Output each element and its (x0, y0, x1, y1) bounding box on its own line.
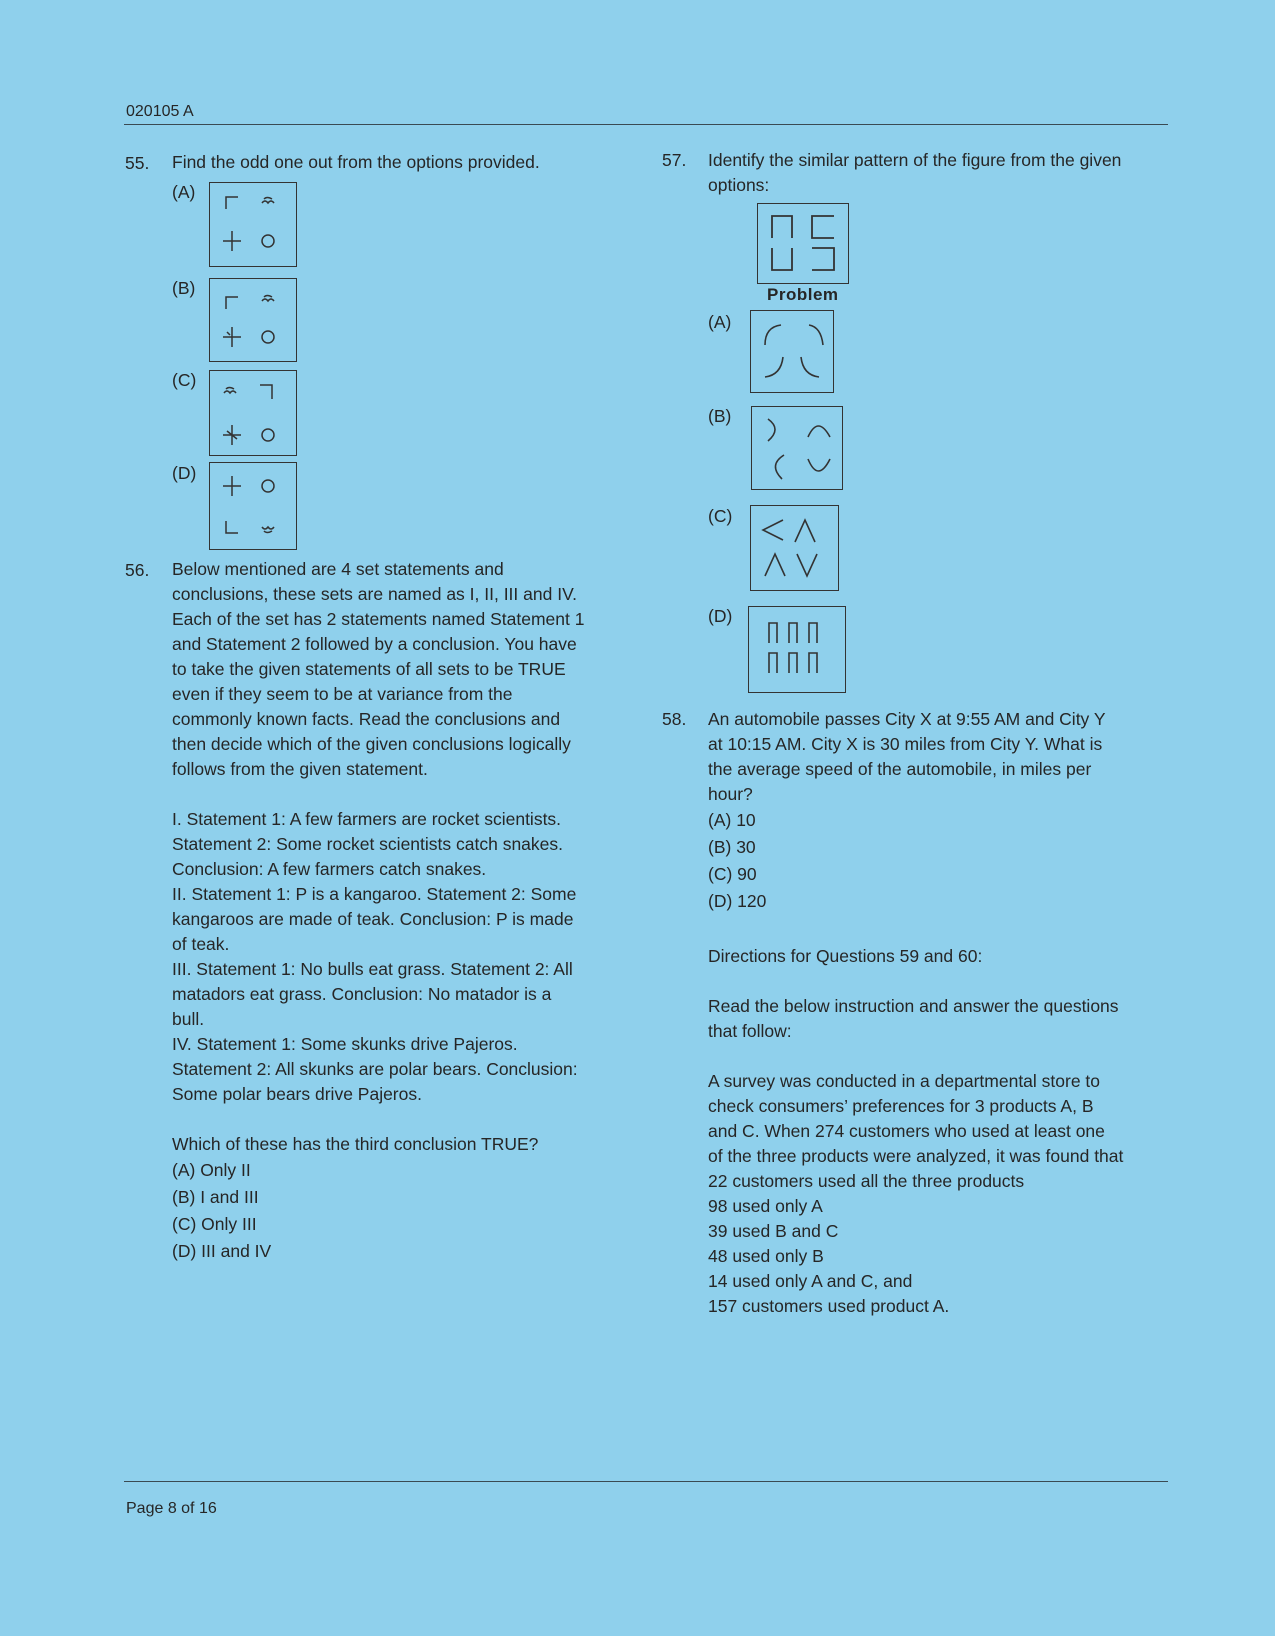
q56-intro-line: follows from the given statement. (172, 759, 428, 779)
curved-brackets-icon (751, 311, 833, 392)
directions-instruction: Read the below instruction and answer the questions (708, 996, 1119, 1016)
survey-line: and C. When 274 customers who used at least one (708, 1121, 1105, 1141)
q55-option-d-figure[interactable] (209, 462, 297, 550)
directions-block (708, 944, 1188, 1319)
q56-set-line: II. Statement 1: P is a kangaroo. Statement 2: Some (172, 884, 577, 904)
q56-set-line: Conclusion: A few farmers catch snakes. (172, 859, 487, 879)
q57-option-d-label[interactable]: (D) (708, 606, 733, 626)
cross-icon (223, 425, 241, 445)
cross-icon (223, 476, 241, 496)
survey-line: of the three products were analyzed, it was found that (708, 1146, 1124, 1166)
q56-intro-line: conclusions, these sets are named as I, II, III and IV. (172, 584, 577, 604)
arcs-icon (752, 407, 842, 489)
swirl-icon (262, 198, 274, 204)
survey-line: 157 customers used product A. (708, 1296, 950, 1316)
q58-option-d[interactable]: (D) 120 (708, 891, 767, 911)
q56-option-d[interactable]: (D) III and IV (172, 1241, 272, 1261)
q58-text-line: the average speed of the automobile, in miles per (708, 759, 1092, 779)
q56-set-line: III. Statement 1: No bulls eat grass. Statement 2: All (172, 959, 573, 979)
q57-text (708, 148, 1121, 198)
q56-number: 56. (125, 560, 150, 580)
survey-line: check consumers’ preferences for 3 products A, B (708, 1096, 1094, 1116)
cross-icon (223, 327, 241, 347)
survey-line: 48 used only B (708, 1246, 824, 1266)
q57-number: 57. (662, 150, 687, 170)
circle-icon (262, 429, 274, 441)
q58-option-a[interactable]: (A) 10 (708, 810, 756, 830)
n-shapes-icon (749, 607, 845, 692)
directions-instruction: that follow: (708, 1021, 792, 1041)
q56-option-b[interactable]: (B) I and III (172, 1187, 259, 1207)
q55-option-b-label[interactable]: (B) (172, 278, 196, 298)
q58-text-line: hour? (708, 784, 753, 804)
q56-option-a[interactable]: (A) Only II (172, 1160, 251, 1180)
q55-number: 55. (125, 153, 150, 173)
q57-text-line: Identify the similar pattern of the figure from the given (708, 150, 1122, 170)
survey-line: A survey was conducted in a departmental store to (708, 1071, 1101, 1091)
q55-option-c-figure[interactable] (209, 370, 297, 456)
circle-icon (262, 480, 274, 492)
q56-intro-line: to take the given statements of all sets to be TRUE (172, 659, 566, 679)
q58-text-line: An automobile passes City X at 9:55 AM and City Y (708, 709, 1106, 729)
footer-rule (124, 1481, 1168, 1482)
q57-problem-caption: Problem (767, 285, 839, 304)
q56-set-line: of teak. (172, 934, 230, 954)
q56-intro-line: and Statement 2 followed by a conclusion. You have (172, 634, 577, 654)
q57-option-b-label[interactable]: (B) (708, 406, 732, 426)
q55-option-a-figure[interactable] (209, 182, 297, 267)
q57-option-c-label[interactable]: (C) (708, 506, 733, 526)
q58-option-b[interactable]: (B) 30 (708, 837, 756, 857)
q57-option-a-label[interactable]: (A) (708, 312, 732, 332)
survey-line: 22 customers used all the three products (708, 1171, 1025, 1191)
q56-set-line: IV. Statement 1: Some skunks drive Pajeros. (172, 1034, 518, 1054)
q58-number: 58. (662, 709, 687, 729)
q56-intro-line: Below mentioned are 4 set statements and (172, 559, 504, 579)
q56-body (172, 557, 632, 1265)
q56-set-line: Some polar bears drive Pajeros. (172, 1084, 422, 1104)
corner-top-left-icon (226, 197, 238, 209)
q56-set-line: kangaroos are made of teak. Conclusion: P is made (172, 909, 574, 929)
swirl-icon (262, 296, 274, 302)
q57-option-d-figure[interactable] (748, 606, 846, 693)
q56-set-line: bull. (172, 1009, 205, 1029)
q57-problem-figure (757, 203, 849, 284)
swirl-icon (262, 527, 274, 533)
q55-option-b-figure[interactable] (209, 278, 297, 362)
q56-set-line: I. Statement 1: A few farmers are rocket scientists. (172, 809, 562, 829)
chevrons-icon (751, 506, 838, 590)
q56-set-line: Statement 2: All skunks are polar bears. Conclusion: (172, 1059, 578, 1079)
corner-top-right-icon (260, 385, 272, 399)
q56-set-line: matadors eat grass. Conclusion: No matador is a (172, 984, 552, 1004)
q56-option-c[interactable]: (C) Only III (172, 1214, 257, 1234)
q58-option-c[interactable]: (C) 90 (708, 864, 757, 884)
q58-body (708, 707, 1178, 915)
directions-title: Directions for Questions 59 and 60: (708, 946, 983, 966)
survey-line: 98 used only A (708, 1196, 823, 1216)
q56-intro-line: commonly known facts. Read the conclusions and (172, 709, 561, 729)
q55-option-c-label[interactable]: (C) (172, 370, 197, 390)
q57-option-a-figure[interactable] (750, 310, 834, 393)
survey-line: 14 used only A and C, and (708, 1271, 913, 1291)
q55-option-d-label[interactable]: (D) (172, 463, 197, 483)
circle-icon (262, 331, 274, 343)
q55-text: Find the odd one out from the options provided. (172, 152, 540, 172)
circle-icon (262, 235, 274, 247)
q56-set-line: Statement 2: Some rocket scientists catch snakes. (172, 834, 564, 854)
q56-intro-line: even if they seem to be at variance from the (172, 684, 513, 704)
q56-intro-line: Each of the set has 2 statements named Statement 1 (172, 609, 585, 629)
page-number: Page 8 of 16 (126, 1500, 217, 1517)
swirl-icon (224, 388, 236, 394)
q57-text-line: options: (708, 175, 770, 195)
q57-option-b-figure[interactable] (751, 406, 843, 490)
survey-line: 39 used B and C (708, 1221, 839, 1241)
q55-option-a-label[interactable]: (A) (172, 182, 196, 202)
corner-bottom-left-icon (226, 521, 238, 533)
q56-question: Which of these has the third conclusion TRUE? (172, 1134, 539, 1154)
paper-code: 020105 A (126, 103, 194, 120)
corner-top-left-icon (226, 297, 238, 309)
q57-option-c-figure[interactable] (750, 505, 839, 591)
header-rule (124, 124, 1168, 125)
cross-icon (223, 231, 241, 251)
q56-intro-line: then decide which of the given conclusions logically (172, 734, 571, 754)
q58-text-line: at 10:15 AM. City X is 30 miles from City Y. What is (708, 734, 1103, 754)
